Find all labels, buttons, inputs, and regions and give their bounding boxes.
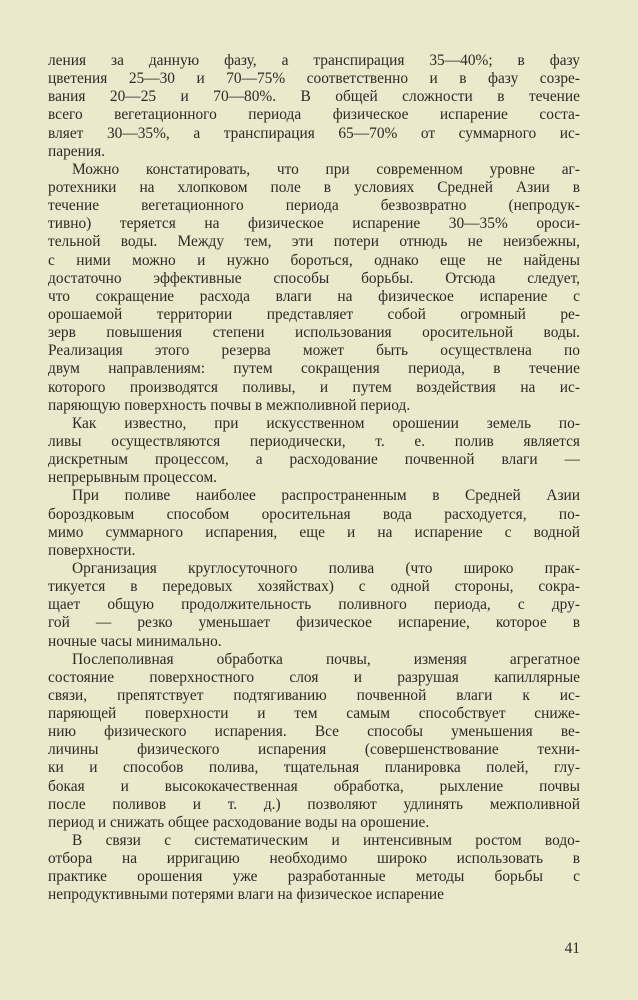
text-line: Реализация этого резерва может быть осуществлена по [48, 342, 580, 360]
text-line: тивно) теряется на физическое испарение 30—35% ороси- [48, 215, 580, 233]
text-line: всего вегетационного периода физическое испарение соста- [48, 106, 580, 124]
text-line: ления за данную фазу, а транспирация 35—40%; в фазу [48, 52, 580, 69]
text-line: гой — резко уменьшает физическое испарение, которое в [48, 614, 580, 632]
text-line: достаточно эффективные способы борьбы. Отсюда следует, [48, 269, 580, 287]
text-line: что сокращение расхода влаги на физическое испарение с [48, 287, 580, 305]
text-line: вляет 30—35%, а транспирация 65—70% от суммарного ис- [48, 124, 580, 142]
text-line: бороздковым способом оросительная вода расходуется, по- [48, 505, 580, 523]
text-line: В связи с систематическим и интенсивным ростом водо- [72, 832, 580, 850]
paragraph [48, 52, 580, 161]
text-line: течение вегетационного периода безвозвратно (непродук- [48, 197, 580, 215]
text-line: Организация круглосуточного полива (что широко прак- [72, 559, 580, 577]
text-line: ночные часы минимально. [48, 632, 222, 650]
text-line: вания 20—25 и 70—80%. В общей сложности в течение [48, 88, 580, 106]
text-line: тикуется в передовых хозяйствах) с одной стороны, сокра- [48, 578, 580, 596]
text-line: Послеполивная обработка почвы, изменяя агрегатное [72, 650, 580, 668]
paragraph [48, 161, 580, 415]
text-line: отбора на ирригацию необходимо широко использовать в [48, 850, 580, 868]
text-line: которого производятся поливы, и путем воздействия на ис- [48, 378, 580, 396]
text-line: зерв повышения степени использования оросительной воды. [48, 324, 580, 342]
text-line: практике орошения уже разработанные методы борьбы с [48, 868, 580, 886]
paragraph [48, 415, 580, 488]
text-line: ки и способов полива, тщательная планировка полей, глу- [48, 759, 580, 777]
page-number: 41 [564, 940, 580, 957]
body-text [48, 52, 580, 905]
text-line: после поливов и т. д.) позволяют удлинять межполивной [48, 795, 580, 813]
text-line: При поливе наиболее распространенным в Средней Азии [72, 487, 580, 505]
text-line: цветения 25—30 и 70—75% соответственно и в фазу созре- [48, 70, 580, 88]
text-line: паряющую поверхность почвы в межполивной период. [48, 396, 411, 414]
text-line: мимо суммарного испарения, еще и на испарение с водной [48, 523, 580, 541]
text-line: двум направлениям: путем сокращения периода, в течение [48, 360, 580, 378]
text-line: непрерывным процессом. [48, 469, 218, 487]
text-line: щает общую продолжительность поливного периода, с дру- [48, 596, 580, 614]
text-line: связи, препятствует подтягиванию почвенной влаги к ис- [48, 686, 580, 704]
paragraph [48, 560, 580, 651]
text-line: личины физического испарения (совершенствование техни- [48, 741, 580, 759]
text-line: Как известно, при искусственном орошении земель по- [72, 414, 580, 432]
text-line: состояние поверхностного слоя и разрушая капиллярные [48, 668, 580, 686]
text-line: непродуктивными потерями влаги на физическое испарение [48, 886, 444, 904]
paragraph [48, 487, 580, 560]
text-line: парения. [48, 142, 105, 160]
text-line: дискретным процессом, а расходование почвенной влаги — [48, 451, 580, 469]
text-line: ротехники на хлопковом поле в условиях Средней Азии в [48, 178, 580, 196]
paragraph [48, 832, 580, 905]
text-line: ливы осуществляются периодически, т. е. полив является [48, 432, 580, 450]
text-line: орошаемой территории представляет собой огромный ре- [48, 305, 580, 323]
paragraph [48, 651, 580, 832]
text-line: поверхности. [48, 541, 136, 559]
text-line: бокая и высококачественная обработка, рыхление почвы [48, 777, 580, 795]
text-line: паряющей поверхности и тем самым способствует сниже- [48, 705, 580, 723]
text-line: нию физического испарения. Все способы уменьшения ве- [48, 723, 580, 741]
text-line: с ними можно и нужно бороться, однако еще не найдены [48, 251, 580, 269]
text-line: Можно констатировать, что при современном уровне аг- [72, 160, 580, 178]
text-line: тельной воды. Между тем, эти потери отнюдь не неизбежны, [48, 233, 580, 251]
text-line: период и снижать общее расходование воды на орошение. [48, 813, 430, 831]
